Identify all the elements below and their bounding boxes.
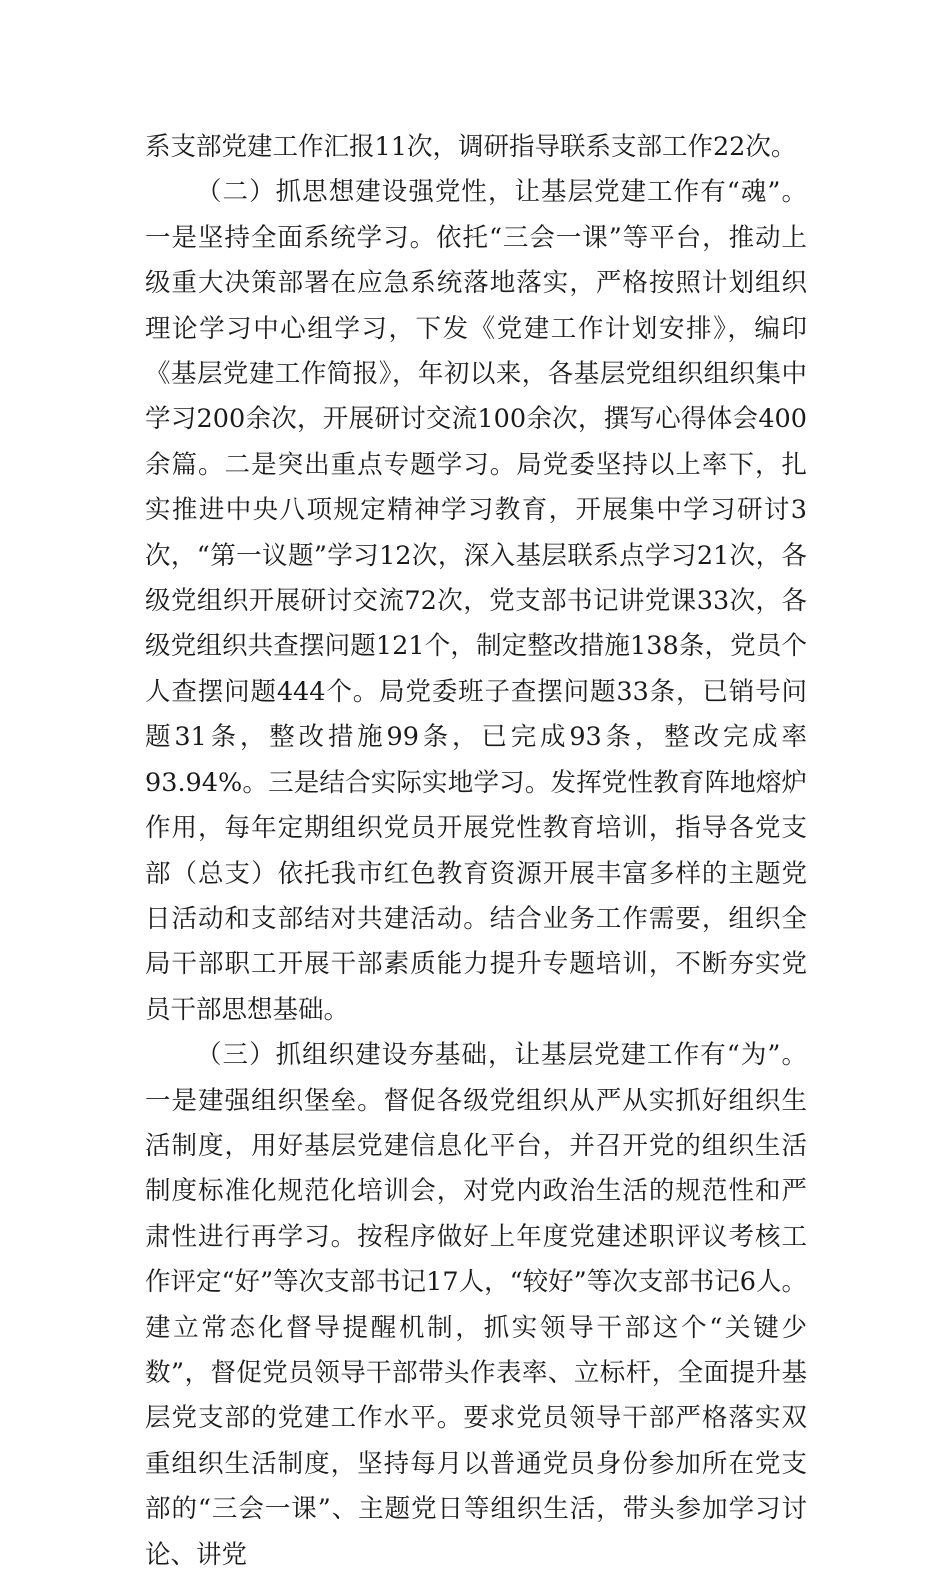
paragraph-continuation: 系支部党建工作汇报11次，调研指导联系支部工作22次。 xyxy=(145,132,797,162)
paragraph-ideological-building: （二）抓思想建设强党性，让基层党建工作有“魂”。一是坚持全面系统学习。依托“三会一课”等平台，推动上级重大决策部署在应急系统落地落实，严格按照计划组织理论学习中心组学习，下发《党建工作计划安排》，编印《基层党建工作简报》，年初以来，各基层党组织组织集中学习200余次，开展研讨交流100余次，撰写心得体会400余篇。二是突出重点专题学习。局党委坚持以上率下，扎实推进中央八项规定精神学习教育，开展集中学习研讨3次，“第一议题”学习12次，深入基层联系点学习21次，各级党组织开展研讨交流72次，党支部书记讲党课33次，各级党组织共查摆问题121个，制定整改措施138条，党员个人查摆问题444个。局党委班子查摆问题33条，已销号问题31条，整改措施99条，已完成93条，整改完成率93.94%。三是结合实际实地学习。发挥党性教育阵地熔炉作用，每年定期组织党员开展党性教育培训，指导各党支部（总支）依托我市红色教育资源开展丰富多样的主题党日活动和支部结对共建活动。结合业务工作需要，组织全局干部职工开展干部素质能力提升专题培训，不断夯实党员干部思想基础。 xyxy=(145,177,807,1025)
paragraph-organizational-building: （三）抓组织建设夯基础，让基层党建工作有“为”。一是建强组织堡垒。督促各级党组织从严从实抓好组织生活制度，用好基层党建信息化平台，并召开党的组织生活制度标准化规范化培训会，对党内政治生活的规范性和严肃性进行再学习。按程序做好上年度党建述职评议考核工作评定“好”等次支部书记17人，“较好”等次支部书记6人。建立常态化督导提醒机制，抓实领导干部这个“关键少数”，督促党员领导干部带头作表率、立标杆，全面提升基层党支部的党建工作水平。要求党员领导干部严格落实双重组织生活制度，坚持每月以普通党员身份参加所在党支部的“三会一课”、主题党日等组织生活，带头参加学习讨论、讲党 xyxy=(145,1040,807,1570)
body-text xyxy=(145,125,807,1578)
